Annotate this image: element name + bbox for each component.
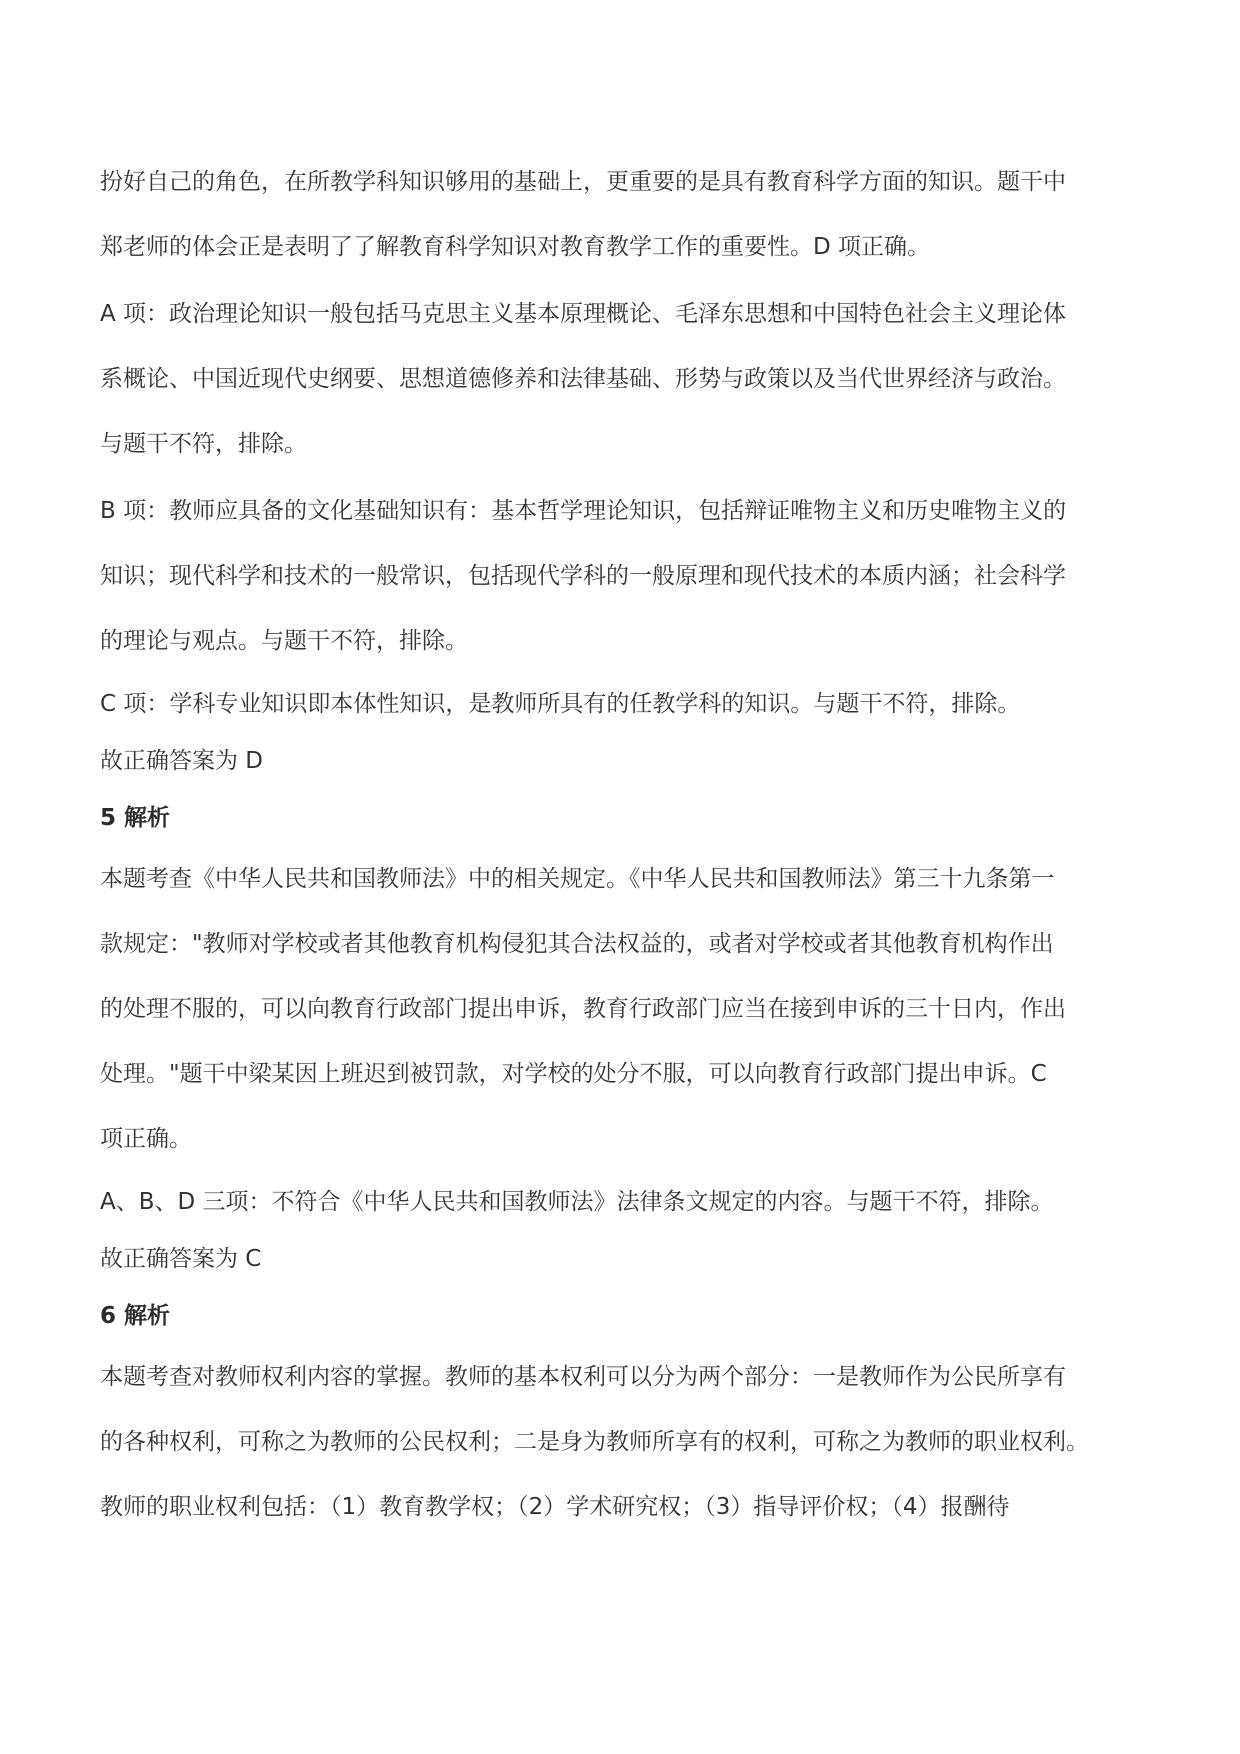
text-line: 的处理不服的，可以向教育行政部门提出申诉，教育行政部门应当在接到申诉的三十日内，作出 xyxy=(100,996,1066,1022)
answer-line-c: 故正确答案为 C xyxy=(100,1246,262,1272)
text-line: 款规定："教师对学校或者其他教育机构侵犯其合法权益的，或者对学校或者其他教育机构作出 xyxy=(100,931,1054,957)
text-line: 项正确。 xyxy=(100,1126,192,1152)
text-line: 本题考查对教师权利内容的掌握。教师的基本权利可以分为两个部分：一是教师作为公民所享有 xyxy=(100,1364,1066,1390)
text-line: 的理论与观点。与题干不符，排除。 xyxy=(100,628,468,654)
paragraph-q6-explanation xyxy=(100,1345,1160,1540)
answer-line-d: 故正确答案为 D xyxy=(100,748,264,774)
text-line: 的各种权利，可称之为教师的公民权利；二是身为教师所享有的权利，可称之为教师的职业权利。 xyxy=(100,1429,1089,1455)
paragraph-option-c: C 项：学科专业知识即本体性知识，是教师所具有的任教学科的知识。与题干不符，排除。 xyxy=(100,691,1021,717)
text-line: A 项：政治理论知识一般包括马克思主义基本原理概论、毛泽东思想和中国特色社会主义理论体 xyxy=(100,301,1067,327)
text-line: 教师的职业权利包括：（1）教育教学权；（2）学术研究权；（3）指导评价权；（4）报酬待 xyxy=(100,1494,1010,1520)
text-line: 与题干不符，排除。 xyxy=(100,431,307,457)
section-heading-6: 6 解析 xyxy=(100,1303,171,1329)
section-heading-5: 5 解析 xyxy=(100,805,171,831)
text-line: 处理。"题干中梁某因上班迟到被罚款，对学校的处分不服，可以向教育行政部门提出申诉。C xyxy=(100,1061,1047,1087)
text-line: 本题考查《中华人民共和国教师法》中的相关规定。《中华人民共和国教师法》第三十九条第一 xyxy=(100,866,1055,892)
text-line: 系概论、中国近现代史纲要、思想道德修养和法律基础、形势与政策以及当代世界经济与政治。 xyxy=(100,366,1066,392)
paragraph-option-b xyxy=(100,479,1160,674)
text-line: 郑老师的体会正是表明了了解教育科学知识对教育教学工作的重要性。D 项正确。 xyxy=(100,234,931,260)
text-line: B 项：教师应具备的文化基础知识有：基本哲学理论知识，包括辩证唯物主义和历史唯物主义的 xyxy=(100,498,1067,524)
text-line: 扮好自己的角色，在所教学科知识够用的基础上，更重要的是具有教育科学方面的知识。题干中 xyxy=(100,169,1066,195)
text-line: 知识；现代科学和技术的一般常识，包括现代学科的一般原理和现代技术的本质内涵；社会科学 xyxy=(100,563,1066,589)
paragraph-options-abd: A、B、D 三项：不符合《中华人民共和国教师法》法律条文规定的内容。与题干不符，排除。 xyxy=(100,1189,1054,1215)
paragraph-option-a xyxy=(100,282,1160,477)
paragraph-d-explanation xyxy=(100,150,1160,280)
paragraph-q5-explanation xyxy=(100,847,1160,1172)
document-page xyxy=(100,150,1160,1542)
